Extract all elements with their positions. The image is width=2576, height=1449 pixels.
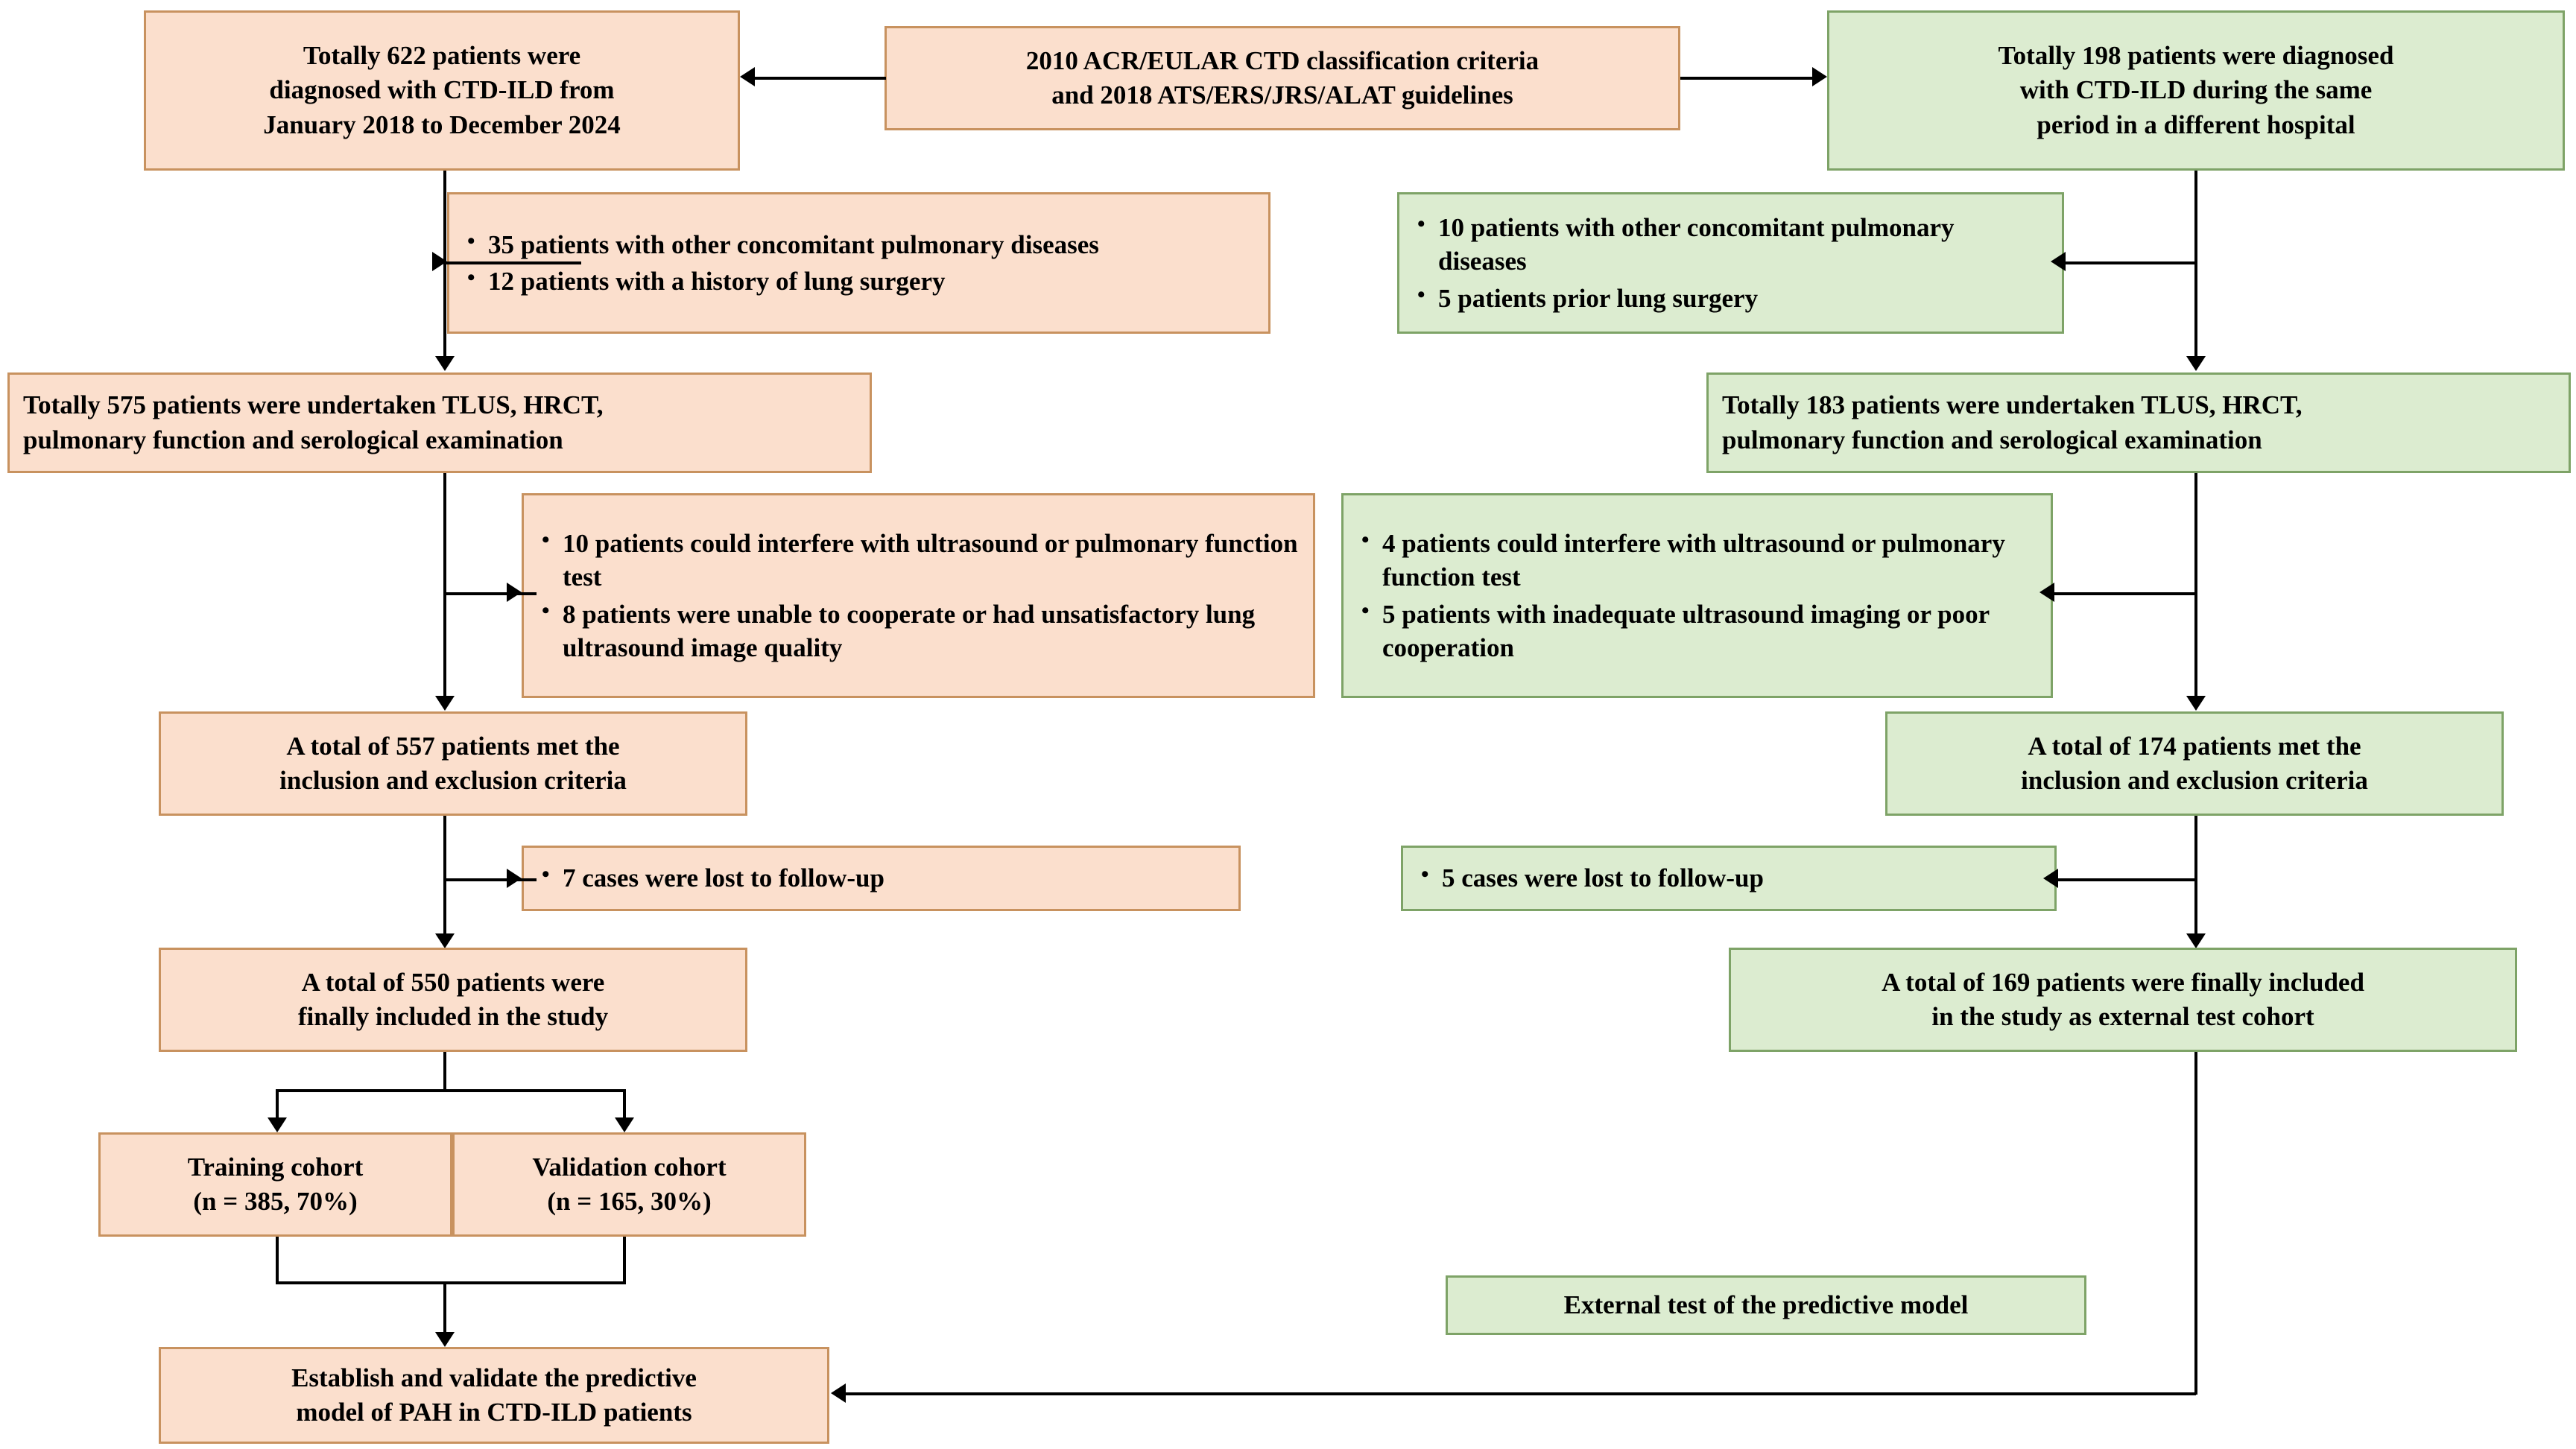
node-right-enrolled-line2: with CTD-ILD during the same [2019, 75, 2373, 105]
left-exclusion-1-list [463, 225, 1255, 302]
arrowhead-right-excl2-branch [2039, 583, 2054, 602]
connector-right-trunk-1 [2194, 171, 2197, 361]
node-training-cohort-line1: Training cohort [187, 1152, 364, 1182]
left-exclusion-1-item-0: • 35 patients with other concomitant pulmonary diseases [463, 228, 1255, 262]
node-right-examined [1706, 372, 2571, 473]
node-criteria-line2: and 2018 ATS/ERS/JRS/ALAT guidelines [1051, 80, 1513, 110]
right-lost-followup-item-0: • 5 cases were lost to follow-up [1417, 861, 2041, 895]
left-lost-followup-list [537, 858, 1225, 898]
node-training-cohort-line2: (n = 385, 70%) [193, 1187, 358, 1216]
connector-external-to-final [846, 1392, 2196, 1395]
connector-criteria-to-left [755, 77, 886, 80]
right-exclusion-2-item-1: • 5 patients with inadequate ultrasound imaging or poor cooperation [1357, 597, 2037, 665]
right-lost-followup-list [1417, 858, 2041, 898]
node-left-met-criteria-line2: inclusion and exclusion criteria [279, 766, 627, 795]
node-left-enrolled-line2: diagnosed with CTD-ILD from [269, 75, 615, 105]
node-final-model-line2: model of PAH in CTD-ILD patients [296, 1398, 692, 1427]
connector-left-excl2-branch [443, 592, 537, 595]
node-validation-cohort-line2: (n = 165, 30%) [547, 1187, 712, 1216]
node-final-model [159, 1347, 829, 1444]
left-lost-followup-item-0: • 7 cases were lost to follow-up [537, 861, 1225, 895]
connector-left-lost-branch [443, 878, 537, 881]
node-right-met-criteria-line2: inclusion and exclusion criteria [2021, 766, 2368, 795]
node-left-enrolled [144, 10, 740, 171]
node-right-included [1729, 948, 2517, 1052]
node-left-enrolled-line1: Totally 622 patients were [303, 41, 581, 71]
node-left-included-line1: A total of 550 patients were [301, 967, 605, 997]
node-right-examined-line2: pulmonary function and serological examination [1722, 425, 2262, 454]
connector-cohort-merge-bar [276, 1281, 626, 1284]
arrowhead-validation [615, 1117, 634, 1132]
node-validation-cohort-line1: Validation cohort [532, 1152, 727, 1182]
node-right-enrolled-line3: period in a different hospital [2037, 110, 2355, 139]
arrowhead-left-trunk-1 [435, 356, 455, 371]
node-left-lost-followup [522, 846, 1241, 911]
node-criteria-line1: 2010 ACR/EULAR CTD classification criteria [1025, 45, 1539, 75]
connector-right-trunk-2 [2194, 473, 2197, 700]
node-left-met-criteria [159, 711, 747, 816]
connector-included-split-bar [276, 1089, 626, 1092]
arrowhead-right-trunk-2 [2186, 696, 2206, 711]
arrowhead-external-to-final [831, 1383, 846, 1403]
arrowhead-right-excl1-branch [2051, 252, 2066, 271]
connector-left-trunk-3 [443, 816, 446, 939]
left-exclusion-2-item-0: • 10 patients could interfere with ultrasound or pulmonary function test [537, 527, 1300, 594]
node-right-exclusion-2 [1341, 493, 2053, 698]
right-exclusion-2-item-0: • 4 patients could interfere with ultrasound or pulmonary function test [1357, 527, 2037, 594]
connector-right-excl2-branch [2053, 592, 2196, 595]
node-validation-cohort [452, 1132, 806, 1237]
node-external-test [1446, 1275, 2086, 1335]
node-right-enrolled [1827, 10, 2565, 171]
node-external-test-line1: External test of the predictive model [1563, 1290, 1969, 1319]
arrowhead-left-lost-branch [507, 869, 522, 888]
connector-criteria-to-right [1680, 77, 1812, 80]
node-right-met-criteria [1885, 711, 2504, 816]
right-exclusion-1-list [1413, 208, 2048, 319]
node-final-model-line1: Establish and validate the predictive [291, 1363, 697, 1392]
node-criteria [884, 26, 1680, 130]
connector-external-down [2194, 1052, 2197, 1395]
node-right-exclusion-1 [1397, 192, 2064, 334]
arrowhead-criteria-to-right [1812, 67, 1827, 86]
arrowhead-final-model [435, 1332, 455, 1347]
left-exclusion-2-list [537, 524, 1300, 668]
node-left-examined [7, 372, 872, 473]
node-left-examined-line2: pulmonary function and serological examination [23, 425, 563, 454]
arrowhead-left-trunk-2 [435, 696, 455, 711]
connector-right-lost-branch [2057, 878, 2196, 881]
arrowhead-left-trunk-3 [435, 933, 455, 948]
left-exclusion-2-item-1: • 8 patients were unable to cooperate or had unsatisfactory lung ultrasound image quality [537, 597, 1300, 665]
node-left-enrolled-line3: January 2018 to December 2024 [263, 110, 621, 139]
arrowhead-right-trunk-3 [2186, 933, 2206, 948]
arrowhead-right-trunk-1 [2186, 356, 2206, 371]
arrowhead-training [268, 1117, 287, 1132]
connector-included-split-stem [443, 1052, 446, 1091]
connector-training-down [276, 1237, 279, 1283]
arrowhead-criteria-to-left [740, 67, 755, 86]
right-exclusion-1-item-0: • 10 patients with other concomitant pulmonary diseases [1413, 211, 2048, 279]
left-exclusion-1-item-1: • 12 patients with a history of lung surgery [463, 264, 1255, 299]
node-right-included-line1: A total of 169 patients were finally included [1882, 967, 2364, 997]
node-right-examined-line1: Totally 183 patients were undertaken TLUS, HRCT, [1722, 390, 2303, 420]
node-training-cohort [98, 1132, 452, 1237]
arrowhead-left-excl1-branch [432, 252, 447, 271]
connector-right-excl1-branch [2064, 261, 2196, 264]
node-left-included [159, 948, 747, 1052]
connector-left-trunk-2 [443, 473, 446, 700]
node-right-lost-followup [1401, 846, 2057, 911]
node-right-included-line2: in the study as external test cohort [1931, 1002, 2314, 1031]
arrowhead-right-lost-branch [2043, 869, 2058, 888]
connector-final-model-stem [443, 1281, 446, 1337]
right-exclusion-1-item-1: • 5 patients prior lung surgery [1413, 282, 2048, 316]
connector-left-excl1-branch [443, 261, 581, 264]
right-exclusion-2-list [1357, 524, 2037, 668]
node-left-examined-line1: Totally 575 patients were undertaken TLUS, HRCT, [23, 390, 604, 420]
node-right-enrolled-line1: Totally 198 patients were diagnosed [1998, 41, 2394, 71]
node-right-met-criteria-line1: A total of 174 patients met the [2028, 731, 2361, 761]
node-left-met-criteria-line1: A total of 557 patients met the [286, 731, 620, 761]
arrowhead-left-excl2-branch [507, 583, 522, 602]
node-left-included-line2: finally included in the study [297, 1002, 609, 1031]
connector-validation-down [623, 1237, 626, 1283]
node-left-exclusion-2 [522, 493, 1315, 698]
connector-right-trunk-3 [2194, 816, 2197, 939]
